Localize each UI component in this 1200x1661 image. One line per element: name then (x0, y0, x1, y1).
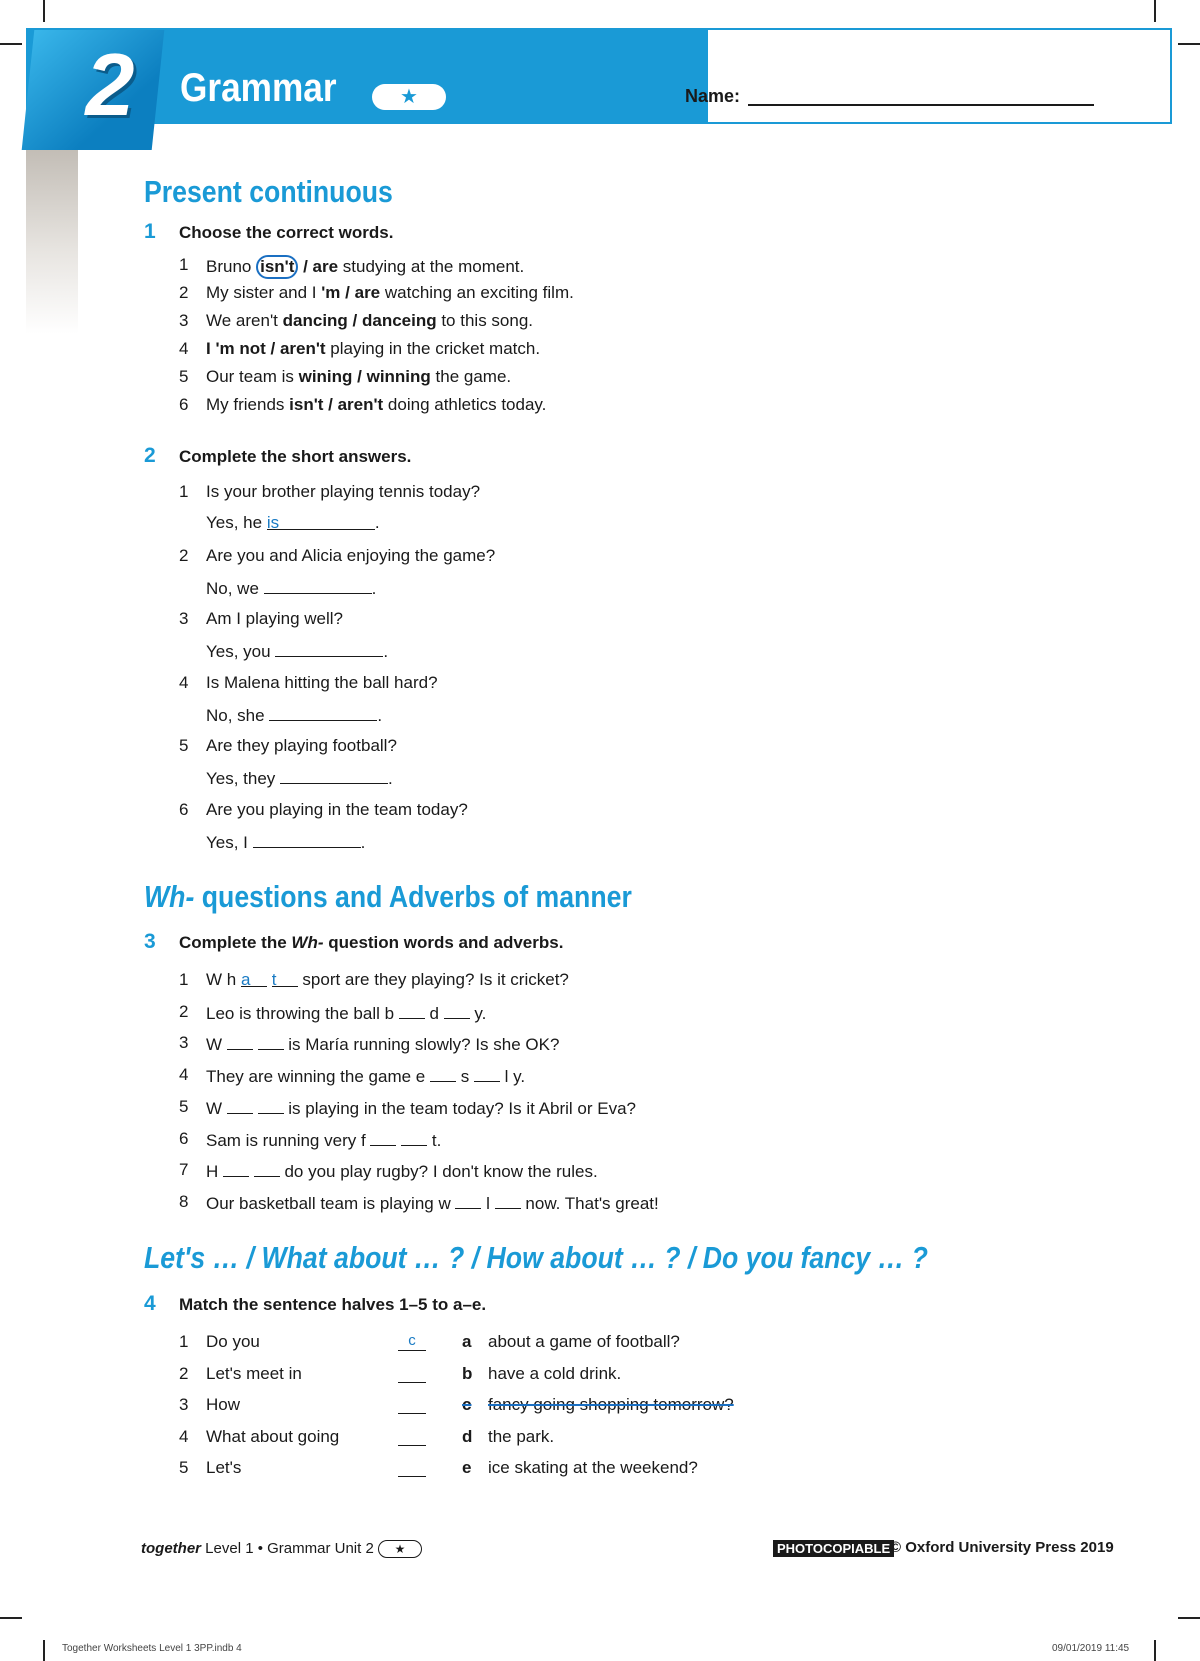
exercise-number: 4 (144, 1292, 156, 1315)
choice-option-1[interactable]: isn't (256, 255, 298, 279)
choice-separator: / (298, 257, 313, 276)
sentence-part: My sister and I (206, 283, 322, 302)
match-first-half: Do you (206, 1332, 260, 1351)
exercise-number: 2 (144, 444, 156, 467)
answer-end: . (374, 513, 380, 532)
section-title-suggestions: Let's … / What about … ? / How about … ? / Do you fancy … ? (144, 1240, 928, 1275)
crop-mark (0, 1617, 22, 1619)
item-number: 3 (179, 1033, 189, 1053)
item-number: 1 (179, 255, 189, 274)
short-answer (206, 640, 388, 662)
match-first-half: Let's meet in (206, 1363, 302, 1383)
answer-end: . (383, 642, 389, 661)
answer-blank[interactable] (264, 577, 372, 594)
choice-sentence (206, 395, 546, 415)
item-number: 2 (179, 1001, 189, 1021)
sentence-part: is playing in the team today? Is it Abril or Eva? (283, 1098, 636, 1118)
choice-sentence (206, 367, 511, 387)
header-name-area (708, 30, 1170, 122)
crop-mark (43, 0, 45, 22)
question-text: Are they playing football? (206, 736, 397, 755)
sentence-part: l y. (499, 1067, 526, 1087)
star-level-icon: ★ (378, 1540, 422, 1558)
sentence-part: W (206, 1098, 227, 1118)
letter-blank[interactable] (495, 1192, 521, 1209)
sentence-part: doing athletics today. (383, 395, 547, 414)
exercise-instruction: Choose the correct words. (179, 223, 394, 242)
item-number: 4 (179, 339, 189, 358)
wh-sentence (206, 1065, 525, 1087)
print-file-slug: Together Worksheets Level 1 3PP.indb 4 (62, 1643, 242, 1654)
item-number: 2 (179, 283, 189, 302)
item-number: 7 (179, 1160, 189, 1180)
exercise-instruction: Match the sentence halves 1–5 to a–e. (179, 1295, 487, 1314)
exercise-number: 1 (144, 220, 156, 243)
sentence-part: to this song. (436, 311, 533, 330)
answer-end: . (388, 769, 393, 788)
sentence-part: They are winning the game e (206, 1067, 430, 1087)
instruction-part: Complete the (179, 933, 292, 952)
sentence-part: the game. (430, 367, 512, 386)
choice-option-2: are (354, 283, 381, 302)
item-number: 1 (179, 482, 189, 501)
instruction-italic: Wh- (291, 933, 324, 952)
item-number: 5 (179, 1096, 189, 1116)
item-number: 2 (179, 545, 189, 565)
answer-stem: Yes, you (206, 642, 276, 661)
choice-separator: / (323, 395, 338, 414)
option-letter: c (462, 1395, 472, 1414)
instruction-part: question words and adverbs. (323, 933, 564, 952)
short-answer (206, 831, 365, 853)
option-letter: d (462, 1426, 473, 1446)
match-first-half: What about going (206, 1426, 340, 1446)
letter-blank[interactable] (444, 1002, 470, 1019)
copyright: © Oxford University Press 2019 (890, 1539, 1114, 1556)
choice-sentence (206, 311, 533, 331)
wh-sentence (206, 1033, 559, 1055)
sentence-part: Bruno (206, 257, 257, 276)
exercise-number: 3 (144, 930, 156, 953)
choice-sentence (206, 255, 524, 279)
letter-blank[interactable] (430, 1065, 456, 1082)
item-number: 4 (179, 672, 189, 692)
answer-stem: No, we (206, 578, 264, 598)
wh-sentence (206, 1160, 598, 1182)
match-answer-blank[interactable] (398, 1364, 426, 1383)
sentence-part: Our basketball team is playing w (206, 1193, 456, 1213)
sentence-part: t. (427, 1130, 442, 1150)
short-answer (206, 767, 393, 789)
question-text: Are you playing in the team today? (206, 799, 468, 819)
choice-option-1: isn't (289, 395, 324, 414)
choice-separator: / (352, 367, 367, 386)
item-number: 6 (179, 395, 189, 414)
letter-blank[interactable] (401, 1129, 427, 1146)
sentence-part: y. (469, 1003, 487, 1023)
title-rest: questions and Adverbs of manner (194, 879, 632, 914)
letter-blank[interactable] (227, 1097, 253, 1114)
crop-mark (1154, 1640, 1156, 1661)
answer-blank[interactable] (280, 767, 388, 784)
sentence-part: playing in the cricket match. (325, 339, 541, 358)
answer-blank[interactable]: is (267, 513, 375, 530)
sentence-part: Our team is (206, 367, 299, 386)
crop-mark (1178, 43, 1200, 45)
answer-blank[interactable] (253, 831, 361, 848)
title-italic-part: Wh- (144, 879, 195, 914)
question-text: Is Malena hitting the ball hard? (206, 672, 438, 692)
decorative-shade (26, 124, 78, 334)
match-second-half: have a cold drink. (488, 1363, 622, 1383)
choice-sentence (206, 339, 540, 359)
word-middle: l (481, 1193, 495, 1213)
brand-name: together (141, 1540, 201, 1557)
match-answer-blank[interactable]: c (398, 1332, 426, 1351)
unit-number: 2 (85, 35, 135, 134)
crop-mark (0, 43, 22, 45)
name-label: Name: (685, 86, 741, 106)
option-letter: e (462, 1458, 472, 1477)
word-middle: s (455, 1067, 474, 1087)
footer-left (141, 1540, 422, 1558)
match-answer-blank[interactable] (398, 1458, 426, 1477)
word-middle: d (424, 1003, 444, 1023)
answer-end: . (360, 832, 366, 852)
choice-separator: / (265, 339, 280, 358)
letter-blank[interactable] (223, 1160, 249, 1177)
word-start: W h (206, 970, 241, 989)
match-second-half: ice skating at the weekend? (488, 1458, 698, 1477)
letter-blank[interactable]: t (272, 970, 298, 987)
item-number: 8 (179, 1191, 189, 1211)
choice-option-1: I 'm not (206, 339, 266, 358)
wh-sentence (206, 970, 569, 990)
item-number: 5 (179, 367, 189, 386)
question-text: Am I playing well? (206, 609, 344, 628)
exercise-instruction (179, 933, 563, 953)
match-answer-blank[interactable] (398, 1395, 426, 1414)
match-second-half: the park. (488, 1426, 555, 1446)
sentence-part: H (206, 1162, 223, 1182)
sentence-part: My friends (206, 395, 290, 414)
item-number: 1 (179, 970, 189, 989)
sentence-part: sport are they playing? Is it cricket? (297, 970, 569, 989)
sentence-part: studying at the moment. (338, 257, 525, 276)
crop-mark (1154, 0, 1156, 22)
letter-blank[interactable] (227, 1033, 253, 1050)
answer-stem: No, she (206, 705, 270, 725)
wh-sentence (206, 1129, 441, 1151)
match-first-half: Let's (206, 1458, 242, 1477)
letter-blank[interactable] (258, 1097, 284, 1114)
short-answer (206, 704, 382, 726)
letter-blank[interactable] (254, 1160, 280, 1177)
wh-sentence (206, 1192, 659, 1214)
wh-sentence (206, 1097, 636, 1119)
letter-blank[interactable] (474, 1065, 500, 1082)
item-number: 5 (179, 736, 189, 755)
choice-option-2: winning (366, 367, 431, 386)
match-second-half: about a game of football? (488, 1332, 680, 1351)
footer-level-text: Level 1 • Grammar Unit 2 (201, 1540, 378, 1557)
letter-blank[interactable]: a (241, 970, 267, 987)
item-number: 2 (179, 1363, 189, 1383)
letter-blank[interactable] (455, 1192, 481, 1209)
match-answer-blank[interactable] (398, 1427, 426, 1446)
section-title-present-continuous: Present continuous (144, 174, 393, 209)
section-title-wh-questions (144, 879, 632, 915)
answer-blank[interactable] (269, 704, 377, 721)
sentence-part: watching an exciting film. (380, 283, 574, 302)
page-title: Grammar (180, 66, 337, 110)
item-number: 4 (179, 1426, 189, 1446)
print-date-slug: 09/01/2019 11:45 (1052, 1643, 1130, 1654)
sentence-part: We aren't (206, 311, 283, 330)
choice-option-1: dancing (282, 311, 348, 330)
item-number: 5 (179, 1458, 189, 1477)
item-number: 6 (179, 1128, 189, 1148)
question-text: Is your brother playing tennis today? (206, 482, 481, 501)
sentence-part: do you play rugby? I don't know the rules. (279, 1162, 598, 1182)
choice-option-2: aren't (337, 395, 384, 414)
sentence-part: now. That's great! (520, 1193, 659, 1213)
crop-mark (1178, 1617, 1200, 1619)
answer-end: . (371, 578, 377, 598)
choice-option-1: 'm (321, 283, 341, 302)
match-first-half: How (206, 1395, 241, 1414)
item-number: 3 (179, 609, 189, 628)
match-second-half: fancy going shopping tomorrow? (488, 1395, 734, 1414)
choice-separator: / (347, 311, 362, 330)
answer-stem: Yes, I (206, 832, 253, 852)
answer-blank[interactable] (275, 640, 383, 657)
wh-sentence (206, 1002, 486, 1024)
photocopiable-badge: PHOTOCOPIABLE (773, 1540, 894, 1557)
question-text: Are you and Alicia enjoying the game? (206, 545, 496, 565)
sentence-part: is María running slowly? Is she OK? (283, 1035, 560, 1055)
choice-option-2: danceing (361, 311, 437, 330)
letter-blank[interactable] (370, 1129, 396, 1146)
answer-stem: Yes, they (206, 769, 281, 788)
short-answer (206, 577, 376, 599)
short-answer (206, 513, 380, 533)
sentence-part: W (206, 1035, 227, 1055)
item-number: 6 (179, 799, 189, 819)
item-number: 3 (179, 1395, 189, 1414)
choice-sentence (206, 283, 574, 303)
item-number: 1 (179, 1332, 189, 1351)
choice-option-2: aren't (279, 339, 326, 358)
choice-option-1: wining (298, 367, 353, 386)
letter-blank[interactable] (399, 1002, 425, 1019)
star-level-icon: ★ (372, 84, 446, 110)
option-letter: b (462, 1363, 473, 1383)
letter-blank[interactable] (258, 1033, 284, 1050)
sentence-part: Leo is throwing the ball b (206, 1003, 399, 1023)
item-number: 4 (179, 1065, 189, 1085)
item-number: 3 (179, 311, 189, 330)
choice-separator: / (340, 283, 355, 302)
name-field[interactable] (748, 104, 1094, 106)
option-letter: a (462, 1332, 472, 1351)
exercise-instruction: Complete the short answers. (179, 447, 412, 466)
answer-end: . (377, 705, 383, 725)
crop-mark (43, 1640, 45, 1661)
sentence-part: Sam is running very f (206, 1130, 371, 1150)
answer-stem: Yes, he (206, 513, 267, 532)
choice-option-2: are (312, 257, 339, 276)
